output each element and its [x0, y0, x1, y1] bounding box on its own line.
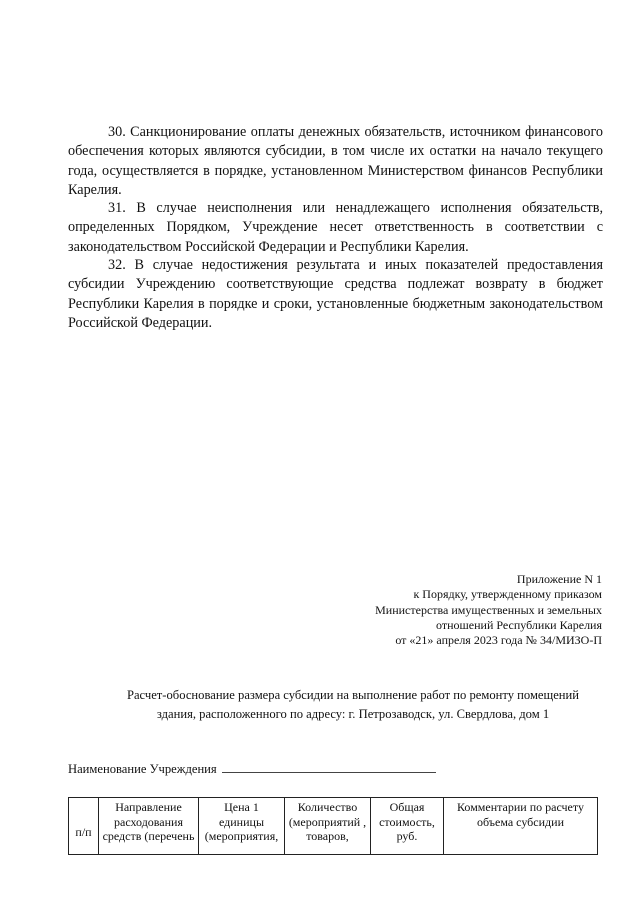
- paragraph-30: 30. Санкционирование оплаты денежных обязательств, источником финансового обеспечения которых являются субсидии, в том числе их остатки на начало текущего года, осуществляется в порядке, установленном Министерством финансов Республики Карелия.: [68, 124, 603, 199]
- appendix-line: к Порядку, утвержденному приказом: [413, 587, 602, 602]
- calculation-title: [68, 686, 638, 723]
- paragraph-31: 31. В случае неисполнения или ненадлежащего исполнения обязательств, определенных Порядком, Учреждение несет ответственность в соответствии с законодательством Российской Федерации и Республики Карелия.: [68, 200, 603, 255]
- budget-table: [68, 797, 598, 855]
- column-header-direction: Направление расходования средств (перечень: [99, 798, 199, 855]
- column-header-quantity: Количество (мероприятий , товаров,: [285, 798, 371, 855]
- appendix-number: Приложение N 1: [516, 572, 602, 586]
- calculation-title-line: здания, расположенного по адресу: г. Петрозаводск, ул. Свердлова, дом 1: [156, 706, 550, 721]
- paragraph-32: 32. В случае недостижения результата и иных показателей предоставления субсидии Учреждению соответствующие средства подлежат возврату в бюджет Республики Карелия в порядке и сроки, установленные бюджетным законодательством Российской Федерации.: [68, 257, 603, 332]
- column-header-unit-price: Цена 1 единицы (мероприятия,: [199, 798, 285, 855]
- table-header-row: [69, 798, 598, 855]
- institution-name-field[interactable]: [222, 758, 436, 773]
- appendix-line: отношений Республики Карелия: [436, 617, 602, 632]
- appendix-header: [302, 572, 602, 648]
- institution-label: Наименование Учреждения: [68, 762, 217, 776]
- column-header-comments: Комментарии по расчету объема субсидии: [444, 798, 598, 855]
- appendix-order-date: от «21» апреля 2023 года № 34/МИЗО-П: [395, 633, 602, 648]
- appendix-line: Министерства имущественных и земельных: [375, 602, 602, 617]
- calculation-title-line: Расчет-обоснование размера субсидии на выполнение работ по ремонту помещений: [126, 688, 580, 702]
- column-header-number: п/п: [69, 798, 99, 855]
- column-header-total-cost: Общая стоимость, руб.: [371, 798, 444, 855]
- institution-row: [68, 758, 436, 777]
